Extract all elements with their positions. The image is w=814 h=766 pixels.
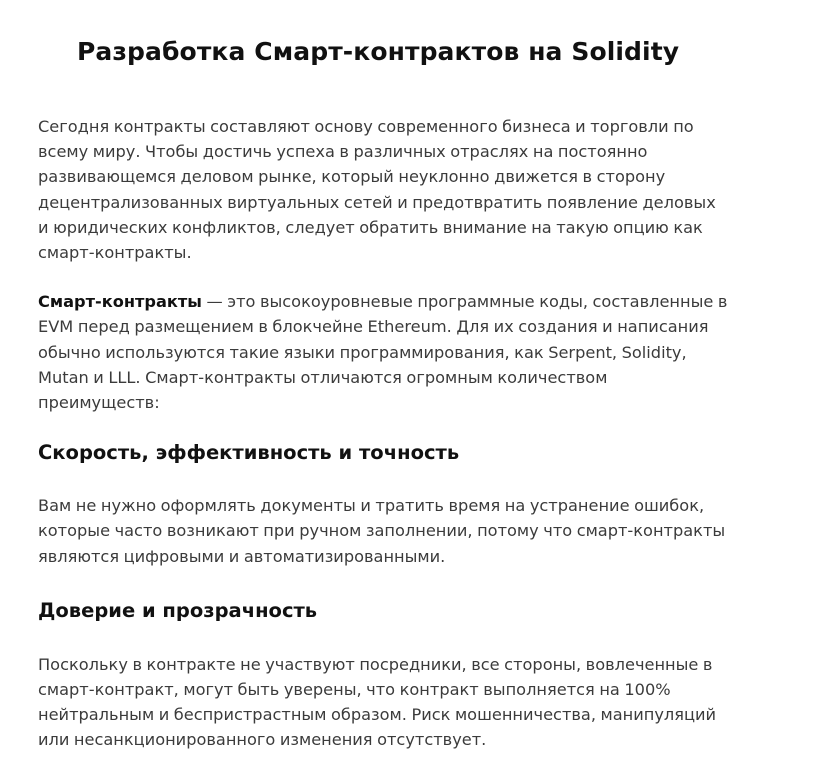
section-text-speed: Вам не нужно оформлять документы и тратить время на устранение ошибок, которые часто возникают при ручном заполнении, потому что смарт-контракты являются цифровыми и автоматизированными. <box>38 496 726 566</box>
section-heading-trust: Доверие и прозрачность <box>38 598 318 622</box>
section-text-trust: Поскольку в контракте не участвуют посредники, все стороны, вовлеченные в смарт-контракт, могут быть уверены, что контракт выполняется на 100% нейтральным и беспристрастным образом. Риск мошенничества, манипуляций или несанкционированного изменения отсутствует. <box>38 654 717 750</box>
definition-text: — это высокоуровневые программные коды, составленные в EVM перед размещением в блокчейне Ethereum. Для их создания и написания обычно используются такие языки программирования, как Serpent, Solidity, Mutan и LLL. Смарт-контракты отличаются огромным количеством преимуществ: <box>38 292 728 413</box>
page-title: Разработка Смарт-контрактов на Solidity <box>77 37 680 66</box>
section-heading-speed: Скорость, эффективность и точность <box>38 441 460 465</box>
definition-paragraph <box>38 289 728 415</box>
intro-paragraph: Сегодня контракты составляют основу современного бизнеса и торговли по всему миру. Чтобы достичь успеха в различных отраслях на постоянно развивающемся деловом рынке, который неуклонно движется в сторону децентрализованных виртуальных сетей и предотвратить появление деловых и юридических конфликтов, следует обратить внимание на такую опцию как смарт-контракты. <box>38 117 716 263</box>
definition-term: Смарт-контракты <box>38 292 202 312</box>
article <box>38 0 728 753</box>
